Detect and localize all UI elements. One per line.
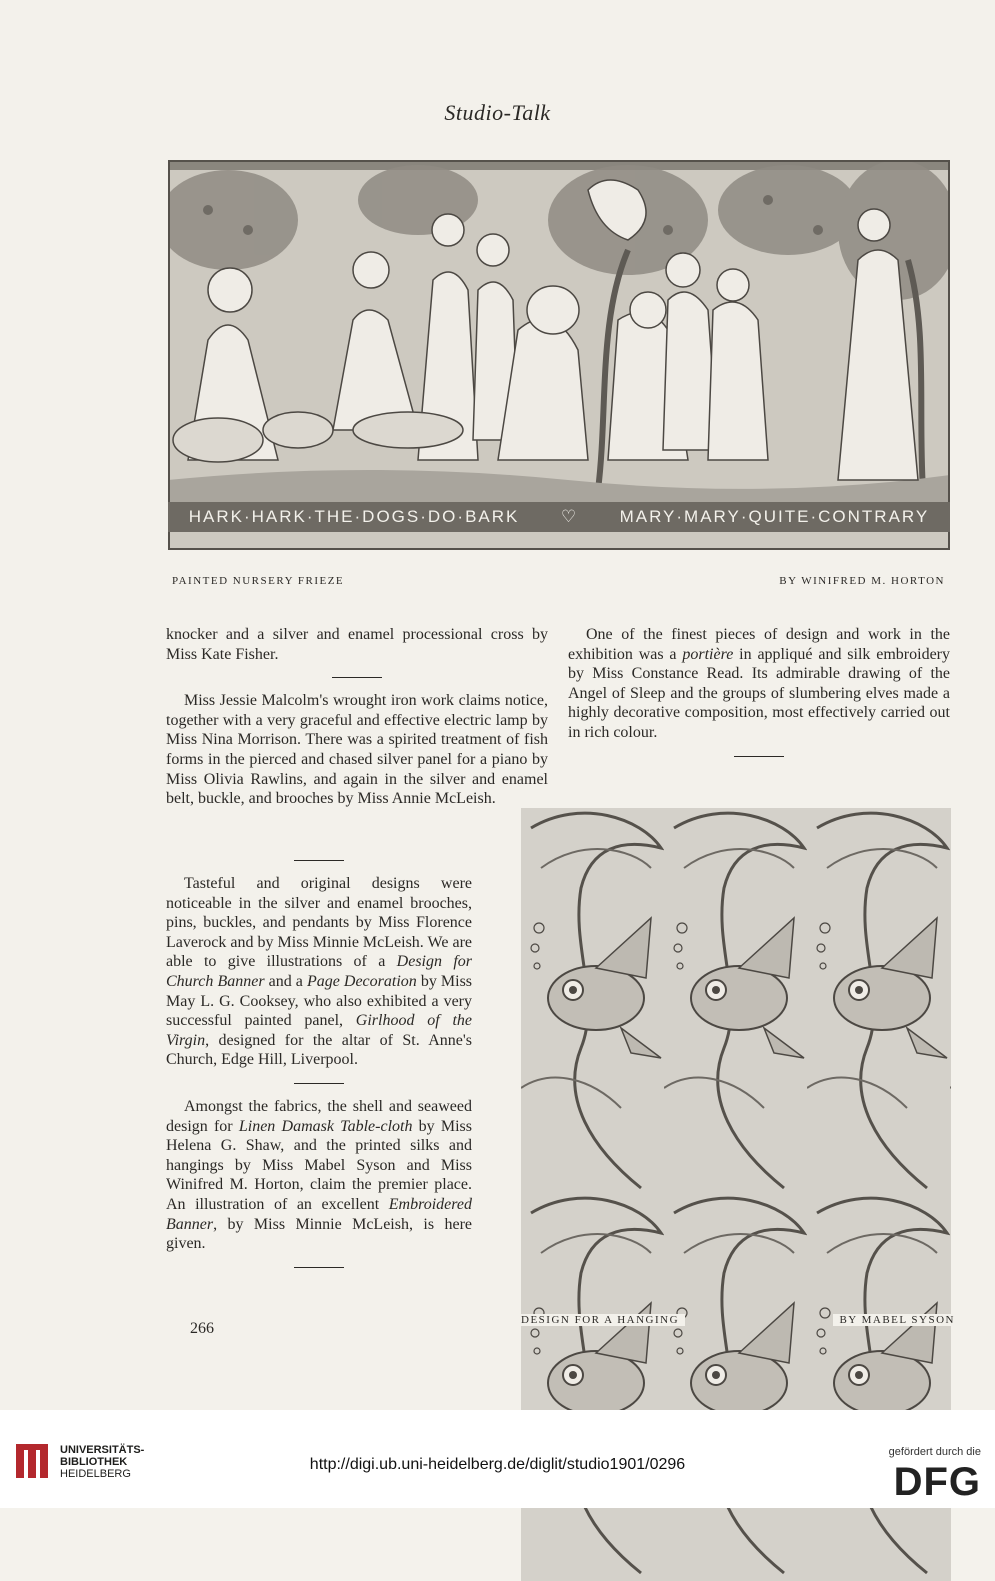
text-run: by Miss Helena G. Shaw, and the printed silks and hangings by Miss Mabel Syson and Miss Winifred M. Horton, claim the premier place. An illustration of an excellent [166, 1117, 473, 1213]
italic-title: Embroidered Banner [166, 1195, 472, 1233]
text-run: , by Miss Minnie McLeish, is here given. [166, 1215, 472, 1253]
nursery-frieze-illustration [168, 160, 950, 550]
paragraph: knocker and a silver and enamel processional cross by Miss Kate Fisher. [166, 626, 548, 663]
frieze-caption-credit: BY WINIFRED M. HORTON [779, 575, 945, 587]
hanging-caption-title: DESIGN FOR A HANGING [521, 1314, 685, 1326]
section-rule [294, 860, 344, 861]
library-line: UNIVERSITÄTS- [60, 1444, 145, 1456]
library-line: HEIDELBERG [60, 1468, 131, 1480]
frieze-banner-left: HARK·HARK·THE·DOGS·DO·BARK [188, 507, 520, 526]
dfg-logo: DFG [893, 1460, 981, 1504]
funding-note: gefördert durch die [888, 1446, 981, 1458]
italic-title: Page Decoration [306, 972, 417, 990]
italic-title: Design for Church Banner [166, 953, 473, 990]
left-column-bottom [166, 860, 472, 1281]
text-run: Tasteful and original designs were noticeable in the silver and enamel brooches, pins, buckles, and pendants by Miss Florence Laverock and by Miss Minnie McLeish. We are able to give illustrations of a [166, 875, 472, 971]
right-column-top [568, 625, 950, 770]
paragraph: Miss Jessie Malcolm's wrought iron work claims notice, together with a very graceful and effective electric lamp by Miss Nina Morrison. There was a spirited treatment of fish forms in the pierced and chased silver panel for a piano by Miss Olivia Rawlins, and again in the silver and enamel belt, buckle, and brooches by Miss Annie McLeish. [166, 692, 548, 808]
section-rule [294, 1083, 344, 1084]
text-run: One of the finest pieces of design and work in the exhibition was a [568, 626, 950, 663]
frieze-drawing [168, 160, 950, 550]
section-rule [332, 677, 382, 678]
source-url-link[interactable]: http://digi.ub.uni-heidelberg.de/diglit/studio1901/0296 [309, 1456, 686, 1473]
italic-title: portière [682, 645, 734, 663]
italic-title: Linen Damask Table-cloth [238, 1117, 413, 1135]
paragraph [166, 1097, 472, 1254]
italic-title: Girlhood of the Virgin [166, 1012, 472, 1049]
left-column-top [166, 625, 548, 809]
text-run: Amongst the fabrics, the shell and seaweed design for [166, 1097, 472, 1135]
page-number: 266 [190, 1320, 214, 1337]
library-line: BIBLIOTHEK [60, 1456, 128, 1468]
text-run: by Miss May L. G. Cooksey, who also exhibited a very successful painted panel, [166, 972, 473, 1030]
paragraph [166, 874, 472, 1070]
running-head: Studio-Talk [444, 100, 551, 125]
text-run: , designed for the altar of St. Anne's Church, Edge Hill, Liverpool. [166, 1031, 472, 1069]
frieze-caption-title: PAINTED NURSERY FRIEZE [172, 575, 345, 587]
section-rule [294, 1267, 344, 1268]
frieze-banner-right: MARY·MARY·QUITE·CONTRARY [619, 507, 930, 526]
paragraph [568, 625, 950, 743]
text-run: in appliqué and silk embroidery by Miss Constance Read. Its admirable drawing of the Angel of Sleep and the groups of slumbering elves made a highly decorative composition, most effectively carried out in rich colour. [568, 645, 950, 741]
hanging-caption-credit: BY MABEL SYSON [833, 1314, 955, 1326]
heart-icon: ♡ [560, 507, 579, 526]
section-rule [734, 756, 784, 757]
text-run: and a [264, 972, 307, 990]
frieze-banner [168, 502, 950, 532]
